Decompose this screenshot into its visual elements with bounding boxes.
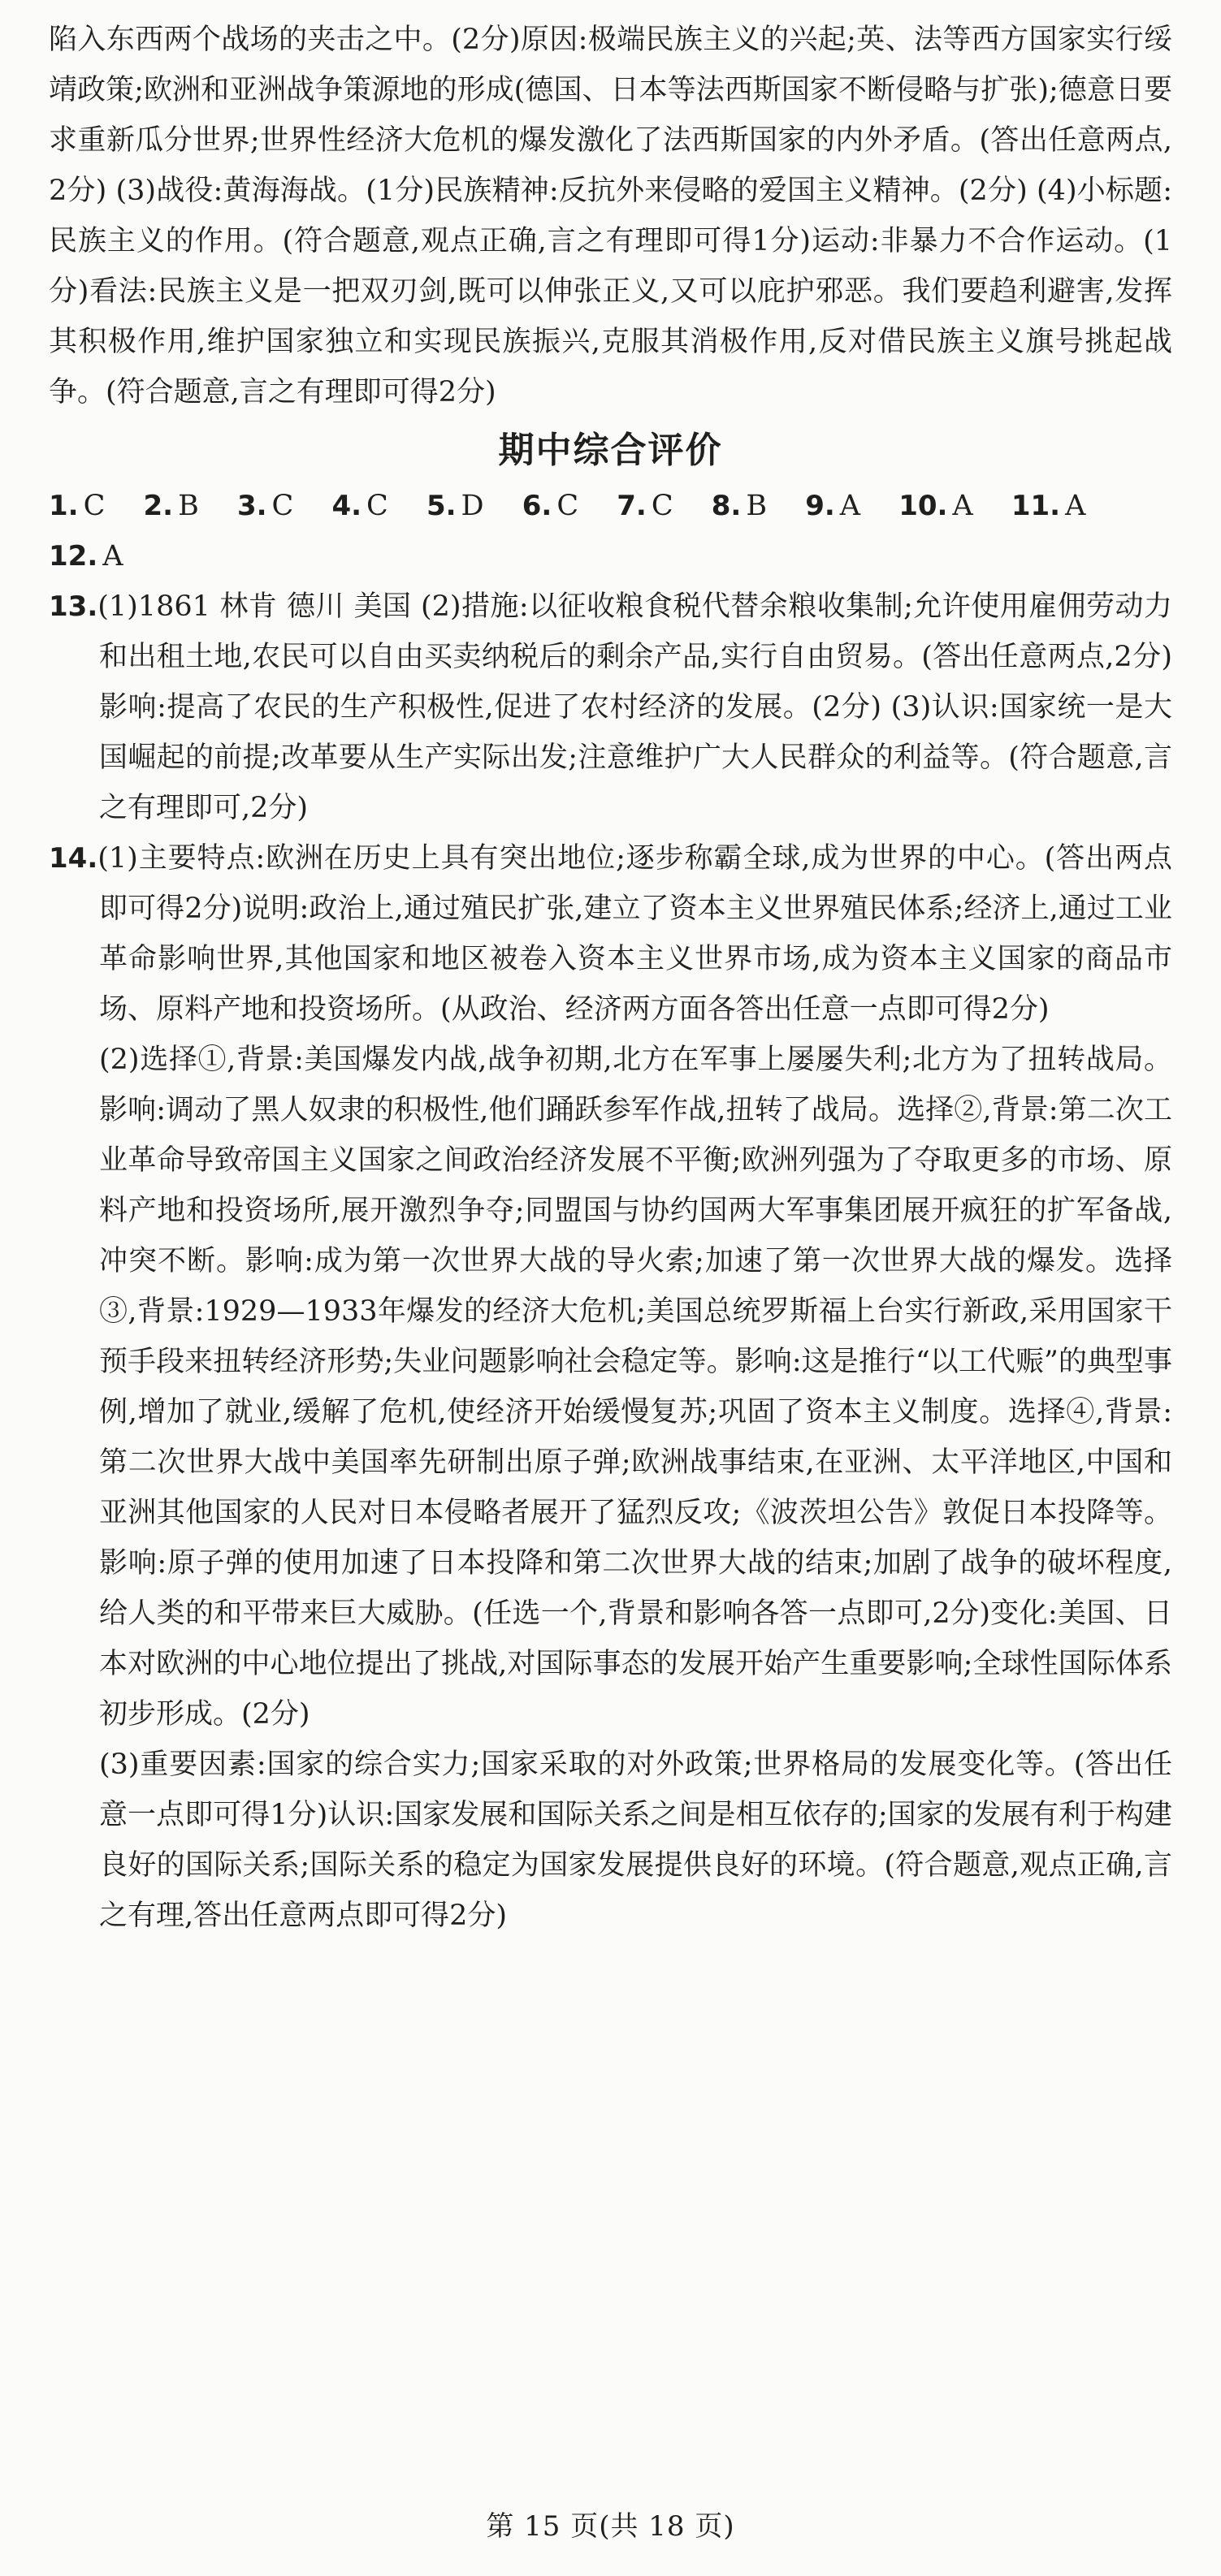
choice-answer <box>522 481 578 531</box>
question-number: 9. <box>805 490 835 522</box>
choice-answers <box>49 481 1172 581</box>
question-number: 6. <box>522 490 552 522</box>
section-title: 期中综合评价 <box>498 430 723 471</box>
answer-letter: A <box>839 490 861 522</box>
answer-letter: D <box>461 490 484 522</box>
question-number: 8. <box>711 490 742 522</box>
answer-letter: B <box>178 490 199 522</box>
choice-answer <box>144 481 199 531</box>
question-14-part-2: (2)选择①,背景:美国爆发内战,战争初期,北方在军事上屡屡失利;北方为了扭转战局。影响:调动了黑人奴隶的积极性,他们踊跃参军作战,扭转了战局。选择②,背景:第二次工业革命导致帝国主义国家之间政治经济发展不平衡;欧洲列强为了夺取更多的市场、原料产地和投资场所,展开激烈争夺;同盟国与协约国两大军事集团展开疯狂的扩军备战,冲突不断。影响:成为第一次世界大战的导火索;加速了第一次世界大战的爆发。选择③,背景:1929—1933年爆发的经济大危机;美国总统罗斯福上台实行新政,采用国家干预手段来扭转经济形势;失业问题影响社会稳定等。影响:这是推行“以工代赈”的典型事例,增加了就业,缓解了危机,使经济开始缓慢复苏;巩固了资本主义制度。选择④,背景:第二次世界大战中美国率先研制出原子弹;欧洲战事结束,在亚洲、太平洋地区,中国和亚洲其他国家的人民对日本侵略者展开了猛烈反攻;《波茨坦公告》敦促日本投降等。影响:原子弹的使用加速了日本投降和第二次世界大战的结束;加剧了战争的破坏程度,给人类的和平带来巨大威胁。(任选一个,背景和影响各答一点即可,2分)变化:美国、日本对欧洲的中心地位提出了挑战,对国际事态的发展开始产生重要影响;全球性国际体系初步形成。(2分) <box>99 1044 1172 1731</box>
choice-answer <box>805 481 860 531</box>
answer-letter: C <box>83 490 106 522</box>
choice-answer <box>237 481 293 531</box>
question-number: 10. <box>898 490 948 522</box>
answer-letter: C <box>651 490 673 522</box>
question-number: 5. <box>426 490 457 522</box>
choice-answer <box>49 481 105 531</box>
question-14-part-1-answer: (1)主要特点:欧洲在历史上具有突出地位;逐步称霸全球,成为世界的中心。(答出两点即可得2分)说明:政治上,通过殖民扩张,建立了资本主义世界殖民体系;经济上,通过工业革命影响世界,其他国家和地区被卷入资本主义世界市场,成为资本主义国家的商品市场、原料产地和投资场所。(从政治、经济两方面各答出任意一点即可得2分) <box>97 842 1172 1026</box>
choice-answer <box>1011 481 1086 531</box>
question-number: 11. <box>1011 490 1061 522</box>
question-number: 1. <box>49 490 79 522</box>
question-13 <box>49 581 1172 833</box>
choice-answer <box>426 481 484 531</box>
answer-letter: C <box>271 490 294 522</box>
question-14-part-3: (3)重要因素:国家的综合实力;国家采取的对外政策;世界格局的发展变化等。(答出任意一点即可得1分)认识:国家发展和国际关系之间是相互依存的;国家的发展有利于构建良好的国际关系;国际关系的稳定为国家发展提供良好的环境。(符合题意,观点正确,言之有理,答出任意两点即可得2分) <box>99 1748 1172 1932</box>
answer-letter: A <box>1065 490 1086 522</box>
choice-answer <box>331 481 388 531</box>
question-number: 2. <box>143 490 174 522</box>
choice-answer <box>49 531 123 581</box>
question-13-answer: (1)1861 林肯 德川 美国 (2)措施:以征收粮食税代替余粮收集制;允许使用雇佣劳动力和出租土地,农民可以自由买卖纳税后的剩余产品,实行自由贸易。(答出任意两点,2分)影响:提高了农民的生产积极性,促进了农村经济的发展。(2分) (3)认识:国家统一是大国崛起的前提;改革要从生产实际出发;注意维护广大人民群众的利益等。(符合题意,言之有理即可,2分) <box>97 590 1172 824</box>
page-footer: 第 15 页(共 18 页) <box>486 2510 735 2543</box>
choice-answer <box>898 481 973 531</box>
choice-answer <box>712 481 767 531</box>
choice-answer-row <box>49 531 1172 581</box>
choice-answer <box>617 481 673 531</box>
question-14-part-1 <box>49 833 1172 1035</box>
answer-letter: B <box>746 490 768 522</box>
answer-letter: C <box>556 490 579 522</box>
intro-paragraph: 陷入东西两个战场的夹击之中。(2分)原因:极端民族主义的兴起;英、法等西方国家实行绥靖政策;欧洲和亚洲战争策源地的形成(德国、日本等法西斯国家不断侵略与扩张);德意日要求重新瓜分世界;世界性经济大危机的爆发激化了法西斯国家的内外矛盾。(答出任意两点,2分) (3)战役:黄海海战。(1分)民族精神:反抗外来侵略的爱国主义精神。(2分) (4)小标题:民族主义的作用。(符合题意,观点正确,言之有理即可得1分)运动:非暴力不合作运动。(1分)看法:民族主义是一把双刃剑,既可以伸张正义,又可以庇护邪恶。我们要趋利避害,发挥其积极作用,维护国家独立和实现民族振兴,克服其消极作用,反对借民族主义旗号挑起战争。(符合题意,言之有理即可得2分) <box>49 24 1172 408</box>
answer-letter: A <box>952 490 973 522</box>
question-number: 13. <box>49 590 98 623</box>
answer-letter: C <box>366 490 388 522</box>
choice-answer-row <box>49 481 1172 531</box>
question-number: 4. <box>331 490 362 522</box>
question-number: 14. <box>49 842 98 875</box>
question-number: 12. <box>49 540 98 573</box>
question-number: 7. <box>617 490 647 522</box>
question-number: 3. <box>236 490 267 522</box>
answer-letter: A <box>102 540 123 573</box>
